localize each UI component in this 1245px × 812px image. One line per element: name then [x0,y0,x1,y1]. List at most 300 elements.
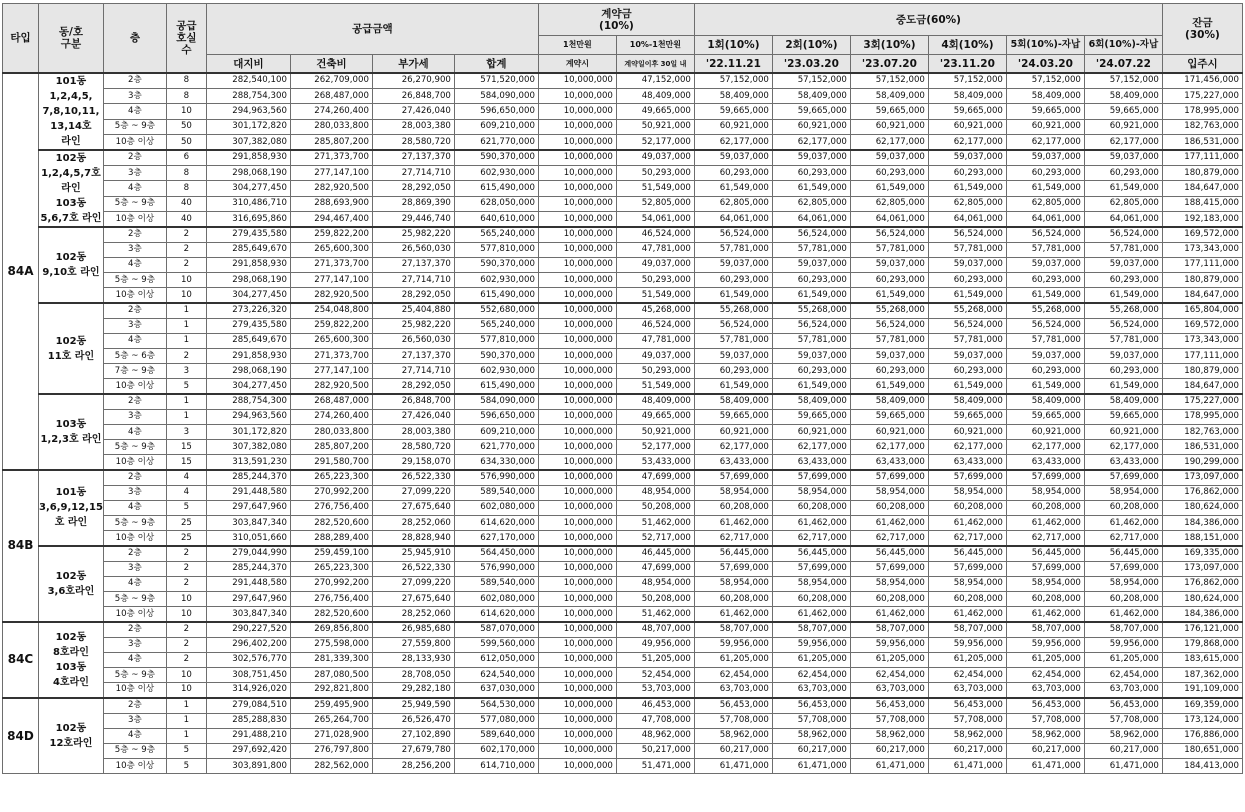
installment-6-cell: 59,956,000 [1084,637,1162,652]
land-cost-cell: 297,647,960 [206,500,290,515]
deposit-2-cell: 54,061,000 [616,212,694,227]
balance-cell: 190,299,000 [1162,455,1242,470]
total-cell: 565,240,000 [454,227,538,242]
header-total: 합계 [454,55,538,74]
table-row [3,500,1243,515]
installment-2-cell: 58,409,000 [772,394,850,409]
total-cell: 602,930,000 [454,364,538,379]
installment-3-cell: 56,524,000 [850,318,928,333]
installment-4-cell: 61,462,000 [928,607,1006,622]
installment-3-cell: 56,524,000 [850,227,928,242]
land-cost-cell: 310,486,710 [206,196,290,211]
units-cell: 4 [166,485,206,500]
floor-cell: 2층 [103,227,166,242]
installment-5-cell: 57,781,000 [1006,242,1084,257]
land-cost-cell: 285,244,370 [206,470,290,485]
land-cost-cell: 285,649,670 [206,333,290,348]
deposit-1-cell: 10,000,000 [538,394,616,409]
installment-1-cell: 61,462,000 [694,516,772,531]
header-installment-2: 2회(10%) [772,36,850,55]
building-cost-cell: 281,339,300 [290,652,372,667]
total-cell: 624,540,000 [454,667,538,682]
balance-cell: 176,886,000 [1162,728,1242,743]
installment-3-cell: 57,781,000 [850,333,928,348]
table-header [3,4,1243,74]
units-cell: 25 [166,531,206,546]
units-cell: 1 [166,318,206,333]
floor-cell: 2층 [103,73,166,88]
installment-3-cell: 59,037,000 [850,349,928,364]
units-cell: 3 [166,364,206,379]
deposit-1-cell: 10,000,000 [538,667,616,682]
building-cost-cell: 270,992,200 [290,485,372,500]
installment-2-cell: 57,781,000 [772,242,850,257]
vat-cell: 27,137,370 [372,349,454,364]
total-cell: 634,330,000 [454,455,538,470]
installment-3-cell: 60,293,000 [850,165,928,180]
building-cost-cell: 270,992,200 [290,576,372,591]
vat-cell: 28,252,060 [372,516,454,531]
building-cost-cell: 294,467,400 [290,212,372,227]
table-row [3,637,1243,652]
installment-1-cell: 62,177,000 [694,440,772,455]
deposit-2-cell: 49,665,000 [616,104,694,119]
building-cost-cell: 288,693,900 [290,196,372,211]
installment-5-cell: 58,962,000 [1006,728,1084,743]
vat-cell: 27,137,370 [372,257,454,272]
units-cell: 10 [166,104,206,119]
installment-5-cell: 60,293,000 [1006,273,1084,288]
installment-1-cell: 60,208,000 [694,592,772,607]
land-cost-cell: 285,649,670 [206,242,290,257]
building-cost-cell: 265,264,700 [290,713,372,728]
balance-cell: 177,111,000 [1162,150,1242,165]
installment-4-cell: 60,921,000 [928,119,1006,134]
installment-5-cell: 57,708,000 [1006,713,1084,728]
land-cost-cell: 304,277,450 [206,288,290,303]
installment-6-cell: 57,781,000 [1084,333,1162,348]
installment-4-cell: 58,954,000 [928,485,1006,500]
installment-3-cell: 61,462,000 [850,607,928,622]
installment-1-cell: 59,037,000 [694,150,772,165]
units-cell: 2 [166,257,206,272]
installment-1-cell: 57,699,000 [694,561,772,576]
installment-2-cell: 59,956,000 [772,637,850,652]
installment-6-cell: 58,962,000 [1084,728,1162,743]
deposit-1-cell: 10,000,000 [538,713,616,728]
installment-5-cell: 56,445,000 [1006,546,1084,561]
floor-cell: 3층 [103,561,166,576]
balance-cell: 182,763,000 [1162,424,1242,439]
balance-cell: 180,879,000 [1162,273,1242,288]
header-date-1: '22.11.21 [694,55,772,74]
header-date-3: '23.07.20 [850,55,928,74]
installment-4-cell: 57,699,000 [928,561,1006,576]
installment-6-cell: 57,699,000 [1084,470,1162,485]
balance-cell: 176,862,000 [1162,576,1242,591]
land-cost-cell: 291,448,580 [206,485,290,500]
installment-5-cell: 58,409,000 [1006,394,1084,409]
installment-1-cell: 62,805,000 [694,196,772,211]
total-cell: 587,070,000 [454,622,538,637]
units-cell: 50 [166,135,206,150]
total-cell: 609,210,000 [454,119,538,134]
header-deposit-1-timing: 계약시 [538,55,616,74]
installment-5-cell: 61,549,000 [1006,181,1084,196]
installment-6-cell: 61,462,000 [1084,516,1162,531]
installment-3-cell: 60,921,000 [850,119,928,134]
deposit-2-cell: 51,462,000 [616,607,694,622]
table-row [3,409,1243,424]
header-deposit-2-timing: 계약일이후 30일 내 [616,55,694,74]
land-cost-cell: 307,382,080 [206,135,290,150]
installment-4-cell: 62,454,000 [928,667,1006,682]
installment-6-cell: 60,293,000 [1084,165,1162,180]
total-cell: 612,050,000 [454,652,538,667]
building-cost-cell: 274,260,400 [290,409,372,424]
installment-1-cell: 56,524,000 [694,318,772,333]
installment-5-cell: 60,217,000 [1006,743,1084,758]
balance-cell: 188,151,000 [1162,531,1242,546]
floor-cell: 4층 [103,500,166,515]
building-cost-cell: 271,028,900 [290,728,372,743]
installment-3-cell: 57,699,000 [850,561,928,576]
floor-cell: 3층 [103,165,166,180]
installment-6-cell: 63,703,000 [1084,683,1162,698]
header-deposit-2: 10%-1천만원 [616,36,694,55]
deposit-1-cell: 10,000,000 [538,455,616,470]
land-cost-cell: 303,847,340 [206,607,290,622]
deposit-1-cell: 10,000,000 [538,181,616,196]
deposit-2-cell: 48,954,000 [616,576,694,591]
installment-2-cell: 61,205,000 [772,652,850,667]
installment-5-cell: 59,665,000 [1006,409,1084,424]
installment-3-cell: 61,549,000 [850,181,928,196]
installment-1-cell: 63,703,000 [694,683,772,698]
installment-5-cell: 59,956,000 [1006,637,1084,652]
building-cost-cell: 262,709,000 [290,73,372,88]
units-cell: 10 [166,607,206,622]
total-cell: 589,640,000 [454,728,538,743]
installment-4-cell: 59,037,000 [928,257,1006,272]
vat-cell: 25,404,880 [372,303,454,318]
header-installment-3: 3회(10%) [850,36,928,55]
installment-3-cell: 57,708,000 [850,713,928,728]
installment-4-cell: 62,177,000 [928,135,1006,150]
installment-5-cell: 62,454,000 [1006,667,1084,682]
building-cost-cell: 277,147,100 [290,364,372,379]
balance-cell: 177,111,000 [1162,257,1242,272]
installment-2-cell: 64,061,000 [772,212,850,227]
total-cell: 552,680,000 [454,303,538,318]
table-row [3,181,1243,196]
installment-1-cell: 58,707,000 [694,622,772,637]
balance-cell: 171,456,000 [1162,73,1242,88]
deposit-2-cell: 50,293,000 [616,364,694,379]
installment-2-cell: 58,954,000 [772,576,850,591]
total-cell: 576,990,000 [454,561,538,576]
vat-cell: 29,158,070 [372,455,454,470]
units-cell: 1 [166,713,206,728]
installment-4-cell: 61,549,000 [928,379,1006,394]
units-cell: 1 [166,333,206,348]
installment-5-cell: 57,699,000 [1006,561,1084,576]
land-cost-cell: 294,963,560 [206,104,290,119]
building-cost-cell: 269,856,800 [290,622,372,637]
land-cost-cell: 282,540,100 [206,73,290,88]
building-cost-cell: 280,033,800 [290,424,372,439]
balance-cell: 184,647,000 [1162,379,1242,394]
installment-6-cell: 60,921,000 [1084,424,1162,439]
header-floor: 층 [103,4,166,74]
table-row [3,470,1243,485]
installment-4-cell: 57,781,000 [928,333,1006,348]
units-cell: 2 [166,561,206,576]
deposit-1-cell: 10,000,000 [538,500,616,515]
installment-1-cell: 59,037,000 [694,257,772,272]
balance-cell: 165,804,000 [1162,303,1242,318]
installment-3-cell: 60,217,000 [850,743,928,758]
floor-cell: 2층 [103,546,166,561]
units-cell: 3 [166,424,206,439]
building-cost-cell: 282,920,500 [290,288,372,303]
land-cost-cell: 316,695,860 [206,212,290,227]
floor-cell: 4층 [103,728,166,743]
units-cell: 10 [166,273,206,288]
installment-3-cell: 63,703,000 [850,683,928,698]
deposit-2-cell: 51,549,000 [616,379,694,394]
floor-cell: 2층 [103,394,166,409]
deposit-2-cell: 46,524,000 [616,318,694,333]
table-row [3,485,1243,500]
deposit-2-cell: 50,293,000 [616,273,694,288]
installment-3-cell: 60,208,000 [850,592,928,607]
installment-5-cell: 60,293,000 [1006,165,1084,180]
table-row [3,622,1243,637]
floor-cell: 10층 이상 [103,212,166,227]
floor-cell: 10층 이상 [103,379,166,394]
installment-5-cell: 60,208,000 [1006,500,1084,515]
installment-1-cell: 57,708,000 [694,713,772,728]
installment-5-cell: 62,805,000 [1006,196,1084,211]
installment-4-cell: 60,921,000 [928,424,1006,439]
floor-cell: 5층 ~ 9층 [103,440,166,455]
installment-3-cell: 59,956,000 [850,637,928,652]
building-cost-cell: 282,920,500 [290,379,372,394]
balance-cell: 169,572,000 [1162,318,1242,333]
balance-cell: 173,343,000 [1162,333,1242,348]
land-cost-cell: 303,891,800 [206,759,290,774]
installment-6-cell: 62,717,000 [1084,531,1162,546]
installment-2-cell: 62,177,000 [772,135,850,150]
total-cell: 576,990,000 [454,470,538,485]
installment-2-cell: 56,524,000 [772,318,850,333]
installment-5-cell: 62,177,000 [1006,135,1084,150]
units-cell: 15 [166,440,206,455]
land-cost-cell: 297,647,960 [206,592,290,607]
vat-cell: 27,679,780 [372,743,454,758]
vat-cell: 26,848,700 [372,88,454,103]
table-row [3,561,1243,576]
installment-5-cell: 60,293,000 [1006,364,1084,379]
building-cost-cell: 265,600,300 [290,242,372,257]
table-row [3,546,1243,561]
deposit-2-cell: 50,921,000 [616,424,694,439]
floor-cell: 5층 ~ 9층 [103,667,166,682]
land-cost-cell: 290,227,520 [206,622,290,637]
deposit-2-cell: 50,293,000 [616,165,694,180]
total-cell: 602,080,000 [454,592,538,607]
deposit-2-cell: 49,037,000 [616,150,694,165]
deposit-2-cell: 46,445,000 [616,546,694,561]
header-installment-5: 5회(10%)-자납 [1006,36,1084,55]
installment-4-cell: 57,781,000 [928,242,1006,257]
deposit-1-cell: 10,000,000 [538,303,616,318]
installment-5-cell: 59,037,000 [1006,349,1084,364]
dong-ho-cell: 102동 12호라인 [39,698,104,774]
units-cell: 5 [166,379,206,394]
table-row [3,88,1243,103]
land-cost-cell: 288,754,300 [206,88,290,103]
header-building-cost: 건축비 [290,55,372,74]
vat-cell: 28,580,720 [372,135,454,150]
installment-2-cell: 59,037,000 [772,257,850,272]
vat-cell: 28,003,380 [372,119,454,134]
installment-2-cell: 58,409,000 [772,88,850,103]
installment-1-cell: 62,177,000 [694,135,772,150]
vat-cell: 29,446,740 [372,212,454,227]
building-cost-cell: 271,373,700 [290,349,372,364]
installment-6-cell: 58,954,000 [1084,485,1162,500]
installment-4-cell: 61,471,000 [928,759,1006,774]
type-cell: 84C [3,622,39,698]
installment-6-cell: 60,293,000 [1084,273,1162,288]
land-cost-cell: 273,226,320 [206,303,290,318]
balance-cell: 177,111,000 [1162,349,1242,364]
vat-cell: 25,982,220 [372,318,454,333]
deposit-1-cell: 10,000,000 [538,622,616,637]
deposit-2-cell: 52,805,000 [616,196,694,211]
land-cost-cell: 285,288,830 [206,713,290,728]
deposit-1-cell: 10,000,000 [538,196,616,211]
installment-3-cell: 58,954,000 [850,485,928,500]
deposit-1-cell: 10,000,000 [538,546,616,561]
deposit-2-cell: 51,549,000 [616,288,694,303]
total-cell: 584,090,000 [454,394,538,409]
deposit-1-cell: 10,000,000 [538,561,616,576]
installment-1-cell: 58,954,000 [694,576,772,591]
floor-cell: 4층 [103,652,166,667]
floor-cell: 5층 ~ 9층 [103,743,166,758]
installment-1-cell: 58,409,000 [694,394,772,409]
total-cell: 577,080,000 [454,713,538,728]
deposit-2-cell: 51,549,000 [616,181,694,196]
installment-5-cell: 56,524,000 [1006,227,1084,242]
building-cost-cell: 285,807,200 [290,135,372,150]
deposit-1-cell: 10,000,000 [538,73,616,88]
header-deposit-1: 1천만원 [538,36,616,55]
balance-cell: 175,227,000 [1162,394,1242,409]
installment-5-cell: 63,433,000 [1006,455,1084,470]
installment-3-cell: 61,205,000 [850,652,928,667]
installment-2-cell: 61,462,000 [772,516,850,531]
installment-3-cell: 56,453,000 [850,698,928,713]
total-cell: 615,490,000 [454,288,538,303]
total-cell: 596,650,000 [454,104,538,119]
installment-1-cell: 56,524,000 [694,227,772,242]
installment-5-cell: 57,699,000 [1006,470,1084,485]
land-cost-cell: 307,382,080 [206,440,290,455]
installment-6-cell: 61,471,000 [1084,759,1162,774]
deposit-1-cell: 10,000,000 [538,88,616,103]
building-cost-cell: 268,487,000 [290,88,372,103]
land-cost-cell: 288,754,300 [206,394,290,409]
installment-6-cell: 62,177,000 [1084,135,1162,150]
installment-1-cell: 60,921,000 [694,119,772,134]
total-cell: 602,170,000 [454,743,538,758]
vat-cell: 27,426,040 [372,409,454,424]
installment-1-cell: 58,954,000 [694,485,772,500]
table-row [3,576,1243,591]
units-cell: 10 [166,667,206,682]
balance-cell: 179,868,000 [1162,637,1242,652]
deposit-2-cell: 48,707,000 [616,622,694,637]
floor-cell: 10층 이상 [103,455,166,470]
type-cell: 84B [3,470,39,622]
installment-5-cell: 60,921,000 [1006,119,1084,134]
total-cell: 615,490,000 [454,181,538,196]
installment-5-cell: 60,921,000 [1006,424,1084,439]
balance-cell: 173,097,000 [1162,470,1242,485]
installment-6-cell: 58,409,000 [1084,88,1162,103]
deposit-1-cell: 10,000,000 [538,165,616,180]
floor-cell: 2층 [103,303,166,318]
units-cell: 8 [166,165,206,180]
deposit-2-cell: 47,699,000 [616,561,694,576]
units-cell: 2 [166,622,206,637]
installment-5-cell: 64,061,000 [1006,212,1084,227]
table-row [3,713,1243,728]
table-row [3,683,1243,698]
units-cell: 6 [166,150,206,165]
installment-1-cell: 59,956,000 [694,637,772,652]
floor-cell: 4층 [103,333,166,348]
vat-cell: 27,714,710 [372,165,454,180]
floor-cell: 10층 이상 [103,607,166,622]
deposit-2-cell: 52,177,000 [616,440,694,455]
balance-cell: 184,386,000 [1162,516,1242,531]
floor-cell: 5층 ~ 9층 [103,273,166,288]
total-cell: 621,770,000 [454,440,538,455]
land-cost-cell: 291,488,210 [206,728,290,743]
building-cost-cell: 282,920,500 [290,181,372,196]
installment-4-cell: 59,037,000 [928,349,1006,364]
installment-1-cell: 57,152,000 [694,73,772,88]
table-row [3,212,1243,227]
units-cell: 50 [166,119,206,134]
table-row [3,333,1243,348]
floor-cell: 3층 [103,242,166,257]
header-installment-6: 6회(10%)-자납 [1084,36,1162,55]
installment-2-cell: 62,177,000 [772,440,850,455]
table-row [3,318,1243,333]
installment-4-cell: 61,205,000 [928,652,1006,667]
installment-3-cell: 58,962,000 [850,728,928,743]
installment-3-cell: 62,805,000 [850,196,928,211]
deposit-2-cell: 51,462,000 [616,516,694,531]
units-cell: 5 [166,500,206,515]
dong-ho-cell: 102동 11호 라인 [39,303,104,394]
